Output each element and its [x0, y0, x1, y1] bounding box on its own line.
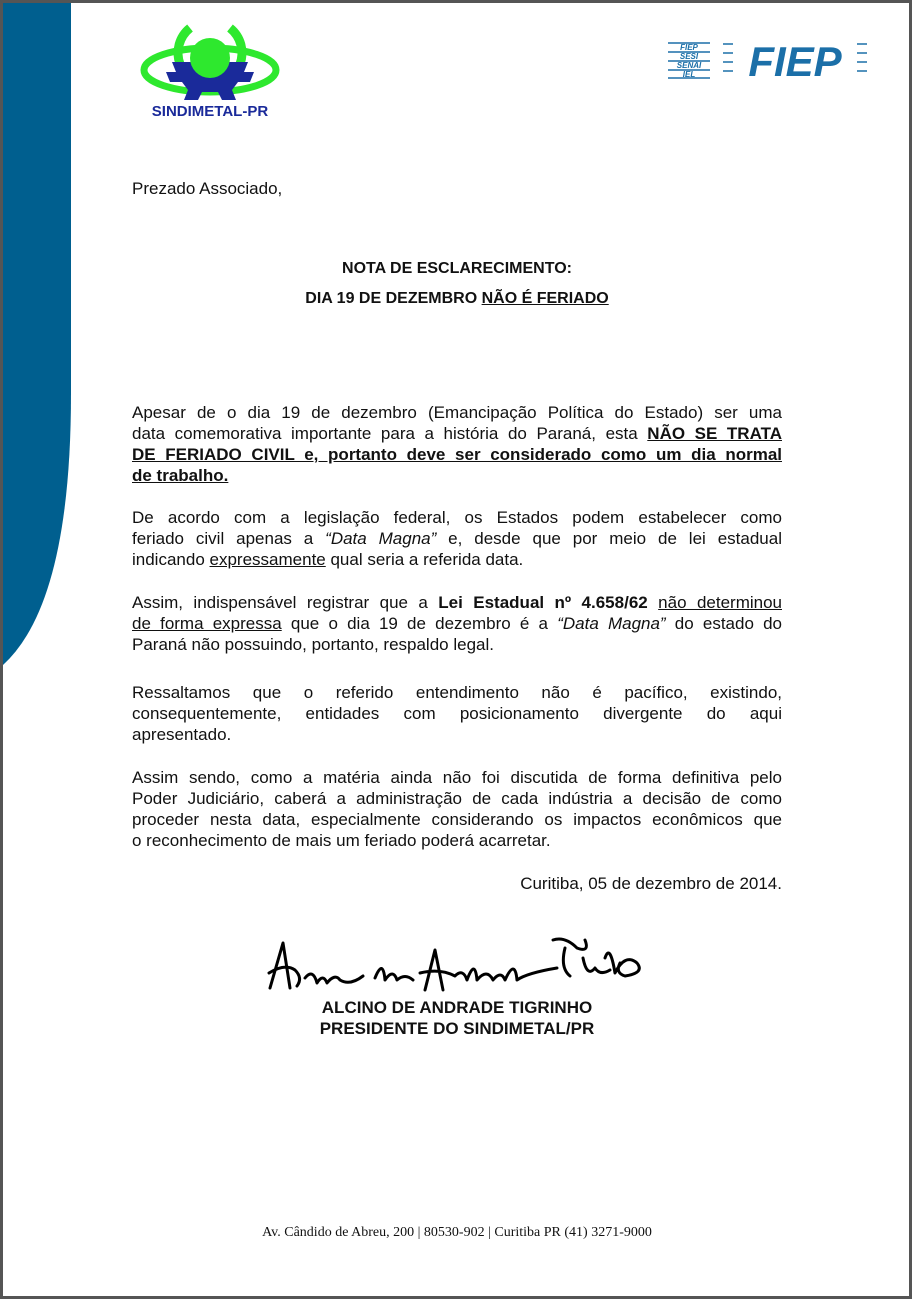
paragraph-line	[132, 444, 782, 465]
side-decoration	[3, 3, 71, 668]
paragraph-line	[132, 549, 782, 570]
document-title: NOTA DE ESCLARECIMENTO:	[342, 260, 572, 277]
paragraph-line	[132, 682, 782, 703]
fiep-logo	[665, 40, 870, 80]
text-run: do estado do	[665, 614, 783, 633]
text-run: DE FERIADO CIVIL e, portanto deve ser considerado como um dia normal	[132, 445, 782, 464]
date-line: Curitiba, 05 de dezembro de 2014.	[520, 874, 782, 893]
text-run: Paraná não possuindo, portanto, respaldo legal.	[132, 635, 494, 654]
paragraph-line	[132, 402, 782, 423]
sindimetal-logo	[140, 12, 280, 122]
text-run: data comemorativa importante para a história do Paraná, esta	[132, 424, 648, 443]
text-run: e, desde que por meio de lei estadual	[436, 529, 782, 548]
paragraph-line	[132, 465, 782, 486]
svg-text:SESI: SESI	[679, 52, 699, 61]
body-paragraph	[132, 682, 782, 745]
not-holiday-emphasis: NÃO É FERIADO	[481, 290, 609, 307]
text-run: Assim, indispensável registrar que a	[132, 593, 439, 612]
paragraph-line	[132, 703, 782, 724]
paragraph-line	[132, 507, 782, 528]
text-run: proceder nesta data, especialmente considerando os impactos econômicos que	[132, 810, 782, 829]
body-paragraph	[132, 507, 782, 570]
text-run: o reconhecimento de mais um feriado poderá acarretar.	[132, 831, 551, 850]
paragraph-line	[132, 592, 782, 613]
text-run	[648, 593, 658, 612]
sindimetal-logo-text: SINDIMETAL-PR	[151, 103, 269, 120]
paragraph-line	[132, 767, 782, 788]
paragraph-line	[132, 634, 782, 655]
paragraph-line	[132, 830, 782, 851]
text-run: que o dia 19 de dezembro é a	[281, 614, 558, 633]
text-run: indicando	[132, 550, 210, 569]
text-run: Apesar de o dia 19 de dezembro (Emancipação Política do Estado) ser uma	[132, 403, 782, 422]
signatory-title: PRESIDENTE DO SINDIMETAL/PR	[319, 1019, 595, 1038]
body-paragraph	[132, 592, 782, 655]
svg-text:SENAI: SENAI	[676, 61, 702, 70]
paragraph-line	[132, 788, 782, 809]
text-run: de forma expressa	[132, 614, 282, 633]
svg-text:FIEP: FIEP	[680, 43, 698, 52]
svg-text:IEL: IEL	[682, 70, 696, 79]
text-run: Ressaltamos que o referido entendimento não é pacífico, existindo,	[132, 683, 782, 702]
text-run: consequentemente, entidades com posicionamento divergente do aqui	[132, 704, 782, 723]
text-run: feriado civil apenas a	[132, 529, 326, 548]
text-run: Poder Judiciário, caberá a administração de cada indústria a decisão de como	[132, 789, 782, 808]
document-subtitle: DIA 19 DE DEZEMBRO NÃO É FERIADO	[305, 290, 609, 307]
text-run: qual seria a referida data.	[325, 550, 524, 569]
text-run: Lei Estadual nº 4.658/62	[438, 593, 648, 612]
text-run: “Data Magna”	[325, 529, 437, 548]
body-paragraph	[132, 402, 782, 486]
text-run: “Data Magna”	[557, 614, 666, 633]
paragraph-line	[132, 423, 782, 444]
footer-address: Av. Cândido de Abreu, 200 | 80530-902 | Curitiba PR (41) 3271-9000	[262, 1225, 652, 1240]
fiep-logo-text: FIEP	[748, 40, 842, 80]
text-run: NÃO SE TRATA	[647, 424, 782, 443]
text-run: apresentado.	[132, 725, 232, 744]
signature	[265, 928, 665, 998]
text-run: De acordo com a legislação federal, os Estados podem estabelecer como	[132, 508, 782, 527]
text-run: Assim sendo, como a matéria ainda não foi discutida de forma definitiva pelo	[132, 768, 782, 787]
salutation: Prezado Associado,	[132, 179, 283, 198]
body-paragraph	[132, 767, 782, 851]
paragraph-line	[132, 613, 782, 634]
signatory-name: ALCINO DE ANDRADE TIGRINHO	[321, 998, 593, 1017]
paragraph-line	[132, 528, 782, 549]
text-run: expressamente	[209, 550, 326, 569]
text-run: não determinou	[658, 593, 782, 612]
paragraph-line	[132, 724, 782, 745]
paragraph-line	[132, 809, 782, 830]
text-run: de trabalho.	[132, 466, 229, 485]
